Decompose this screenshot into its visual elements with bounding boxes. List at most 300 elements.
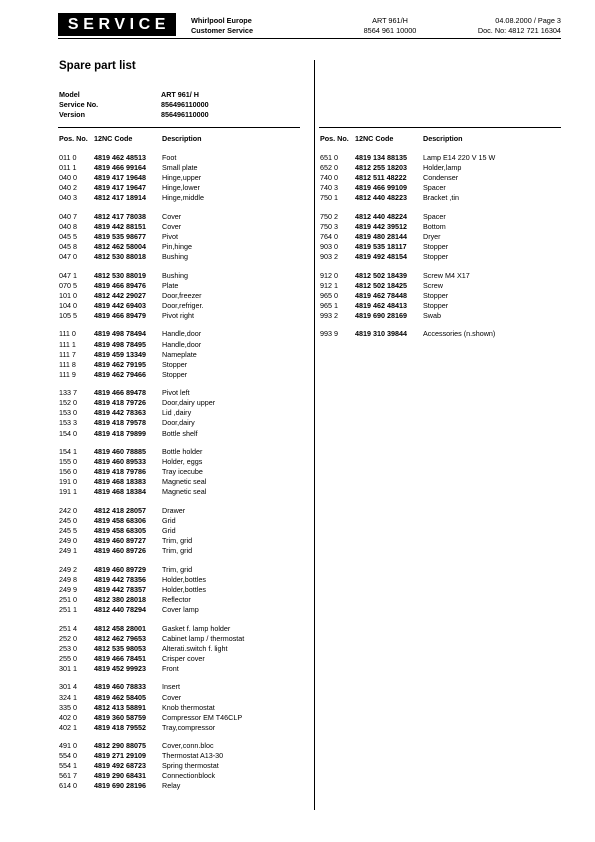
- part-12nc: 4819 458 68305: [94, 526, 146, 536]
- part-description: Door,dairy: [162, 418, 195, 428]
- part-12nc: 4819 460 89727: [94, 536, 146, 546]
- part-description: Stopper: [423, 300, 449, 310]
- part-row: [59, 751, 244, 761]
- part-description: Grid: [162, 516, 176, 526]
- part-12nc: 4819 459 13349: [94, 349, 146, 359]
- part-row: [59, 506, 244, 516]
- part-row: [59, 252, 244, 262]
- part-row: [320, 222, 495, 232]
- part-12nc: 4819 460 89726: [94, 546, 146, 556]
- part-pos: 554 1: [59, 761, 77, 771]
- part-row: [59, 595, 244, 605]
- part-row: [59, 654, 244, 664]
- part-12nc: 4812 255 18203: [355, 163, 407, 173]
- part-12nc: 4819 442 78363: [94, 408, 146, 418]
- header-doc-no: Doc. No: 4812 721 16304: [477, 25, 561, 35]
- part-12nc: 4812 418 28057: [94, 505, 146, 515]
- part-12nc: 4819 468 18383: [94, 477, 146, 487]
- part-pos: 011 1: [59, 163, 77, 173]
- part-row: [59, 585, 244, 595]
- part-12nc: 4819 466 89478: [94, 388, 146, 398]
- part-pos: 335 0: [59, 702, 77, 712]
- part-row: [59, 487, 244, 497]
- part-pos: 764 0: [320, 231, 338, 241]
- part-pos: 245 5: [59, 526, 77, 536]
- part-pos: 111 7: [59, 349, 76, 359]
- part-row: [320, 173, 495, 183]
- part-pos: 993 9: [320, 329, 338, 339]
- part-row: [320, 212, 495, 222]
- part-pos: 402 0: [59, 712, 77, 722]
- part-description: Door,refriger.: [162, 300, 204, 310]
- part-row: [59, 370, 244, 380]
- part-12nc: 4819 417 19648: [94, 173, 146, 183]
- part-row: [59, 398, 244, 408]
- part-12nc: 4819 535 18117: [355, 241, 407, 251]
- part-row: [320, 252, 495, 262]
- part-12nc: 4812 535 98053: [94, 643, 146, 653]
- part-row: [59, 350, 244, 360]
- part-12nc: 4819 460 78833: [94, 682, 146, 692]
- part-pos: 245 0: [59, 516, 77, 526]
- part-description: Tray,compressor: [162, 722, 216, 732]
- part-pos: 111 8: [59, 359, 76, 369]
- part-12nc: 4812 502 18425: [355, 280, 407, 290]
- header-divider: [58, 38, 561, 39]
- part-description: Holder,bottles: [162, 574, 206, 584]
- part-12nc: 4819 468 18384: [94, 487, 146, 497]
- part-description: Bottom: [423, 221, 446, 231]
- part-pos: 047 0: [59, 252, 77, 262]
- part-description: Compressor EM T46CLP: [162, 712, 243, 722]
- part-12nc: 4819 442 88151: [94, 221, 146, 231]
- part-pos: 252 0: [59, 633, 77, 643]
- part-12nc: 4819 466 99109: [355, 183, 407, 193]
- part-12nc: 4819 466 89479: [94, 310, 146, 320]
- part-pos: 154 1: [59, 447, 77, 457]
- part-pos: 152 0: [59, 398, 77, 408]
- part-12nc: 4819 466 78451: [94, 653, 146, 663]
- part-description: Crisper cover: [162, 653, 205, 663]
- part-description: Door,freezer: [162, 290, 202, 300]
- right-header-desc: Description: [423, 134, 463, 143]
- part-description: Stopper: [162, 359, 188, 369]
- part-12nc: 4819 462 48513: [94, 153, 146, 162]
- part-12nc: 4819 690 28169: [355, 310, 407, 320]
- part-description: Hinge,middle: [162, 193, 204, 203]
- part-pos: 133 7: [59, 388, 77, 398]
- part-pos: 614 0: [59, 781, 77, 791]
- part-pos: 040 7: [59, 211, 77, 221]
- part-description: Small plate: [162, 163, 198, 173]
- part-12nc: 4819 442 39512: [355, 221, 407, 231]
- part-row: [59, 565, 244, 575]
- part-12nc: 4812 290 88075: [94, 741, 146, 751]
- part-12nc: 4812 440 48224: [355, 211, 407, 221]
- header-date-page: 04.08.2000 / Page 3: [495, 16, 561, 25]
- part-12nc: 4819 417 19647: [94, 183, 146, 193]
- part-row: [59, 163, 244, 173]
- part-pos: 255 0: [59, 653, 77, 663]
- meta-value: ART 961/ H: [161, 90, 199, 99]
- part-row: [59, 761, 244, 771]
- part-description: Spacer: [423, 183, 446, 193]
- part-12nc: 4812 413 58891: [94, 702, 146, 712]
- part-row: [320, 329, 495, 339]
- header-doc-block: [440, 16, 561, 35]
- meta-label: Service No.: [59, 100, 99, 110]
- part-pos: 045 8: [59, 241, 77, 251]
- left-header-nc: 12NC Code: [94, 134, 133, 143]
- part-row: [59, 624, 244, 634]
- part-row: [59, 693, 244, 703]
- right-parts-list: [320, 153, 495, 348]
- part-description: Pivot: [162, 231, 178, 241]
- part-description: Trim, grid: [162, 546, 193, 556]
- part-row: [59, 311, 244, 321]
- part-description: Stopper: [423, 252, 449, 262]
- part-row: [59, 546, 244, 556]
- part-12nc: 4819 290 68431: [94, 771, 146, 781]
- part-pos: 561 7: [59, 771, 77, 781]
- part-pos: 912 0: [320, 270, 338, 280]
- right-header-line: [319, 127, 561, 128]
- meta-row-version: [59, 110, 209, 120]
- header-model-block: [330, 16, 450, 35]
- part-pos: 111 9: [59, 369, 76, 379]
- part-pos: 070 5: [59, 280, 77, 290]
- right-header-nc: 12NC Code: [355, 134, 394, 143]
- part-row: [59, 271, 244, 281]
- part-pos: 251 4: [59, 623, 77, 633]
- part-description: Connectionblock: [162, 771, 216, 781]
- part-description: Gasket f. lamp holder: [162, 623, 231, 633]
- part-description: Pivot right: [162, 310, 194, 320]
- left-parts-list: [59, 153, 244, 800]
- part-12nc: 4819 480 28144: [355, 231, 407, 241]
- part-12nc: 4819 460 78885: [94, 447, 146, 457]
- part-12nc: 4819 690 28196: [94, 781, 146, 791]
- part-description: Condenser: [423, 173, 459, 183]
- part-description: Cover: [162, 221, 182, 231]
- part-description: Door,dairy upper: [162, 398, 216, 408]
- part-row: [320, 311, 495, 321]
- part-row: [320, 193, 495, 203]
- part-description: Magnetic seal: [162, 487, 207, 497]
- part-pos: 155 0: [59, 457, 77, 467]
- part-pos: 040 0: [59, 173, 77, 183]
- company-name: Whirlpool Europe: [191, 16, 252, 25]
- part-description: Cover: [162, 692, 182, 702]
- part-pos: 965 0: [320, 290, 338, 300]
- part-pos: 993 2: [320, 310, 338, 320]
- part-pos: 251 1: [59, 604, 77, 614]
- part-row: [320, 232, 495, 242]
- part-pos: 554 0: [59, 751, 77, 761]
- part-12nc: 4819 460 89729: [94, 564, 146, 574]
- part-description: Lamp E14 220 V 15 W: [423, 153, 496, 162]
- part-row: [320, 291, 495, 301]
- parts-group: [320, 329, 495, 339]
- part-row: [59, 329, 244, 339]
- part-description: Pin,hinge: [162, 241, 192, 251]
- part-description: Stopper: [423, 241, 449, 251]
- part-12nc: 4812 462 79653: [94, 633, 146, 643]
- part-row: [59, 682, 244, 692]
- part-row: [59, 447, 244, 457]
- part-pos: 912 1: [320, 280, 338, 290]
- header-art: ART 961/H: [372, 16, 408, 25]
- part-description: Nameplate: [162, 349, 197, 359]
- part-12nc: 4812 502 18439: [355, 270, 407, 280]
- part-row: [59, 741, 244, 751]
- part-description: Lid ,dairy: [162, 408, 192, 418]
- part-pos: 111 0: [59, 329, 76, 339]
- part-description: Cover,conn.bloc: [162, 741, 214, 751]
- part-pos: 047 1: [59, 270, 77, 280]
- part-pos: 191 0: [59, 477, 77, 487]
- parts-group: [59, 388, 244, 438]
- part-row: [59, 222, 244, 232]
- column-divider: [314, 60, 315, 810]
- part-12nc: 4819 462 78448: [355, 290, 407, 300]
- part-row: [320, 281, 495, 291]
- part-row: [59, 340, 244, 350]
- part-description: Front: [162, 663, 179, 673]
- header-service-no: 8564 961 10000: [363, 25, 417, 35]
- left-header-pos: Pos. No.: [59, 134, 88, 143]
- part-12nc: 4819 442 78356: [94, 574, 146, 584]
- part-row: [59, 212, 244, 222]
- part-pos: 249 8: [59, 574, 77, 584]
- part-description: Hinge,lower: [162, 183, 200, 193]
- part-row: [59, 173, 244, 183]
- part-description: Pivot left: [162, 388, 190, 398]
- part-row: [59, 781, 244, 791]
- part-12nc: 4812 511 48222: [355, 173, 407, 183]
- parts-group: [59, 329, 244, 379]
- parts-group: [59, 212, 244, 262]
- part-12nc: 4812 440 78294: [94, 604, 146, 614]
- part-description: Insert: [162, 682, 180, 692]
- part-description: Holder,lamp: [423, 163, 462, 173]
- service-label: SERVICE: [67, 15, 171, 33]
- part-description: Bottle shelf: [162, 428, 198, 438]
- part-description: Bushing: [162, 270, 188, 280]
- part-pos: 253 0: [59, 643, 77, 653]
- part-description: Screw: [423, 280, 443, 290]
- part-row: [59, 644, 244, 654]
- part-12nc: 4819 458 68306: [94, 516, 146, 526]
- part-description: Handle,door: [162, 339, 202, 349]
- left-header-line: [58, 127, 300, 128]
- part-12nc: 4812 442 29027: [94, 290, 146, 300]
- part-12nc: 4819 466 89476: [94, 280, 146, 290]
- part-row: [59, 467, 244, 477]
- part-pos: 154 0: [59, 428, 77, 438]
- part-description: Reflector: [162, 594, 191, 604]
- part-pos: 965 1: [320, 300, 338, 310]
- part-12nc: 4819 492 48154: [355, 252, 407, 262]
- part-row: [59, 771, 244, 781]
- part-description: Bottle holder: [162, 447, 203, 457]
- part-row: [59, 664, 244, 674]
- part-12nc: 4819 418 79786: [94, 467, 146, 477]
- part-description: Foot: [162, 153, 177, 162]
- meta-value: 856496110000: [161, 110, 209, 120]
- parts-group: [59, 506, 244, 556]
- part-row: [59, 408, 244, 418]
- part-pos: 903 0: [320, 241, 338, 251]
- part-12nc: 4819 462 79466: [94, 369, 146, 379]
- right-header-pos: Pos. No.: [320, 134, 349, 143]
- meta-value: 856496110000: [161, 100, 209, 110]
- part-row: [59, 723, 244, 733]
- part-row: [59, 153, 244, 163]
- part-row: [59, 232, 244, 242]
- part-row: [320, 153, 495, 163]
- part-pos: 651 0: [320, 153, 338, 162]
- part-description: Drawer: [162, 505, 186, 515]
- part-row: [59, 291, 244, 301]
- part-pos: 045 5: [59, 231, 77, 241]
- part-12nc: 4819 462 79195: [94, 359, 146, 369]
- part-pos: 156 0: [59, 467, 77, 477]
- page-title: Spare part list: [59, 60, 136, 72]
- part-row: [59, 477, 244, 487]
- part-row: [59, 575, 244, 585]
- part-pos: 251 0: [59, 594, 77, 604]
- parts-group: [59, 447, 244, 497]
- part-row: [59, 360, 244, 370]
- part-row: [59, 281, 244, 291]
- part-pos: 101 0: [59, 290, 77, 300]
- part-description: Swab: [423, 310, 441, 320]
- part-12nc: 4812 440 48223: [355, 193, 407, 203]
- part-pos: 903 2: [320, 252, 338, 262]
- part-row: [59, 301, 244, 311]
- part-description: Dryer: [423, 231, 441, 241]
- part-description: Trim, grid: [162, 564, 193, 574]
- part-12nc: 4819 492 68723: [94, 761, 146, 771]
- part-pos: 242 0: [59, 505, 77, 515]
- parts-group: [320, 271, 495, 321]
- part-description: Cover lamp: [162, 604, 199, 614]
- part-12nc: 4819 452 99923: [94, 663, 146, 673]
- part-pos: 324 1: [59, 692, 77, 702]
- part-12nc: 4819 442 78357: [94, 584, 146, 594]
- part-description: Cabinet lamp / thermostat: [162, 633, 245, 643]
- part-12nc: 4812 530 88018: [94, 252, 146, 262]
- part-row: [59, 457, 244, 467]
- part-row: [59, 634, 244, 644]
- part-description: Trim, grid: [162, 536, 193, 546]
- part-description: Bracket ,tin: [423, 193, 459, 203]
- part-12nc: 4819 498 78494: [94, 329, 146, 339]
- part-description: Spacer: [423, 211, 446, 221]
- part-12nc: 4819 271 29109: [94, 751, 146, 761]
- part-pos: 750 3: [320, 221, 338, 231]
- meta-label: Version: [59, 110, 85, 120]
- parts-group: [59, 741, 244, 791]
- part-12nc: 4819 498 78495: [94, 339, 146, 349]
- part-row: [59, 242, 244, 252]
- meta-label: Model: [59, 90, 80, 99]
- part-description: Alterati.switch f. light: [162, 643, 228, 653]
- part-row: [59, 703, 244, 713]
- part-12nc: 4812 458 28001: [94, 623, 146, 633]
- part-pos: 249 2: [59, 564, 77, 574]
- part-description: Screw M4 X17: [423, 270, 470, 280]
- parts-group: [59, 271, 244, 321]
- part-description: Holder, eggs: [162, 457, 203, 467]
- part-description: Bushing: [162, 252, 188, 262]
- part-pos: 011 0: [59, 153, 77, 162]
- part-12nc: 4819 462 48413: [355, 300, 407, 310]
- part-12nc: 4819 418 79552: [94, 722, 146, 732]
- part-description: Cover: [162, 211, 182, 221]
- part-description: Thermostat A13-30: [162, 751, 224, 761]
- part-12nc: 4819 466 99164: [94, 163, 146, 173]
- part-row: [59, 183, 244, 193]
- part-pos: 750 2: [320, 211, 338, 221]
- part-12nc: 4819 442 69403: [94, 300, 146, 310]
- part-pos: 402 1: [59, 722, 77, 732]
- part-pos: 153 3: [59, 418, 77, 428]
- part-12nc: 4812 380 28018: [94, 594, 146, 604]
- part-row: [59, 713, 244, 723]
- part-12nc: 4812 417 18914: [94, 193, 146, 203]
- part-pos: 249 1: [59, 546, 77, 556]
- part-description: Holder,bottles: [162, 584, 206, 594]
- part-description: Hinge,upper: [162, 173, 202, 183]
- part-pos: 111 1: [59, 339, 76, 349]
- part-pos: 740 3: [320, 183, 338, 193]
- part-row: [59, 516, 244, 526]
- part-pos: 040 2: [59, 183, 77, 193]
- part-row: [320, 301, 495, 311]
- part-12nc: 4812 530 88019: [94, 270, 146, 280]
- part-pos: 040 3: [59, 193, 77, 203]
- parts-group: [59, 565, 244, 615]
- service-logo-box: [58, 13, 176, 36]
- part-row: [59, 429, 244, 439]
- part-description: Stopper: [162, 369, 188, 379]
- parts-group: [59, 682, 244, 732]
- part-row: [320, 163, 495, 173]
- part-pos: 249 0: [59, 536, 77, 546]
- part-row: [59, 388, 244, 398]
- part-12nc: 4819 418 79899: [94, 428, 146, 438]
- part-pos: 191 1: [59, 487, 77, 497]
- parts-group: [320, 153, 495, 203]
- meta-row-service-no: [59, 100, 209, 110]
- part-12nc: 4819 418 79578: [94, 418, 146, 428]
- part-description: Spring thermostat: [162, 761, 219, 771]
- part-12nc: 4812 462 58004: [94, 241, 146, 251]
- part-row: [59, 193, 244, 203]
- part-12nc: 4819 310 39844: [355, 329, 407, 339]
- part-pos: 040 8: [59, 221, 77, 231]
- part-row: [59, 526, 244, 536]
- part-description: Magnetic seal: [162, 477, 207, 487]
- part-pos: 491 0: [59, 741, 77, 751]
- part-row: [320, 242, 495, 252]
- part-pos: 301 1: [59, 663, 77, 673]
- part-row: [320, 271, 495, 281]
- part-description: Grid: [162, 526, 176, 536]
- part-pos: 740 0: [320, 173, 338, 183]
